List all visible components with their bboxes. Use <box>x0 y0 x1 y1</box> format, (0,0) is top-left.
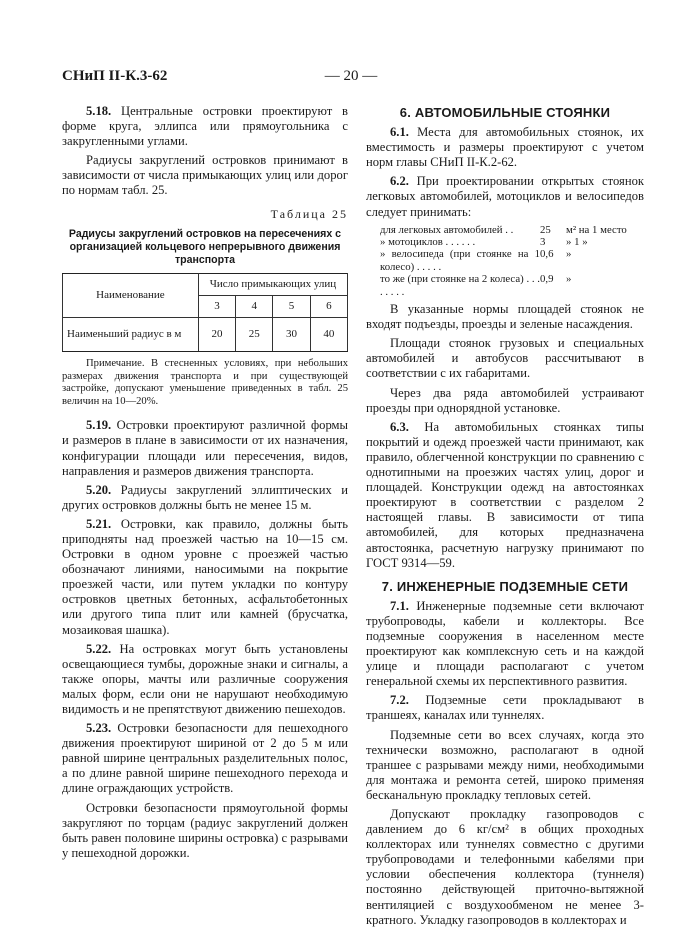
paragraph-7-1: 7.1. Инженерные подземные сети включают трубопроводы, кабели и коллекторы. Все подземные сооружения в населенном месте проектируют как комплексную сеть и на каждой улице и площади располагают с учетом генеральной схемы их перспективного развития. <box>366 598 645 689</box>
list-item: » велосипеда (при стоянке на 1 колесо) . . . . . 0,6 » <box>380 248 572 273</box>
table-title: Радиусы закруглений островков на пересечениях с организацией кольцевого непрерывного движения транспорта <box>68 227 342 266</box>
table-row <box>63 317 348 351</box>
clause-number: 7.2. <box>390 693 409 708</box>
paragraph-5-23-b: Островки безопасности прямоугольной формы закругляют по торцам (радиус закруглений должен быть равен половине ширины островка) с разрывами у пешеходной дорожки. <box>62 800 348 860</box>
clause-number: 7.1. <box>390 598 409 613</box>
table-row-label: Наименьший радиус в м <box>63 317 199 351</box>
clause-number: 5.19. <box>86 418 112 433</box>
radius-table <box>62 273 348 352</box>
document-code: СНиП II-К.3-62 <box>62 68 168 84</box>
paragraph-6-2: 6.2. При проектировании открытых стоянок легковых автомобилей, мотоциклов и велосипедов следует принимать: <box>366 174 644 219</box>
page-number: — 20 — <box>324 68 378 84</box>
list-item: то же (при стоянке на 2 колеса) . . . . . . . . 0,9 » <box>380 273 572 298</box>
paragraph-7-2: 7.2. Подземные сети прокладывают в траншеях, каналах или туннелях. <box>366 693 644 723</box>
paragraph-6-1: 6.1. Места для автомобильных стоянок, их вместимость и размеры проектируют с учетом норм главы СНиП II-К.2-62. <box>366 125 644 170</box>
paragraph-6-2-c: Площади стоянок грузовых и специальных автомобилей и автобусов рассчитывают в соответствии с их габаритами. <box>366 336 644 381</box>
clause-number: 5.23. <box>86 721 112 736</box>
clause-number: 6.1. <box>390 125 409 140</box>
clause-number: 5.22. <box>86 641 112 656</box>
paragraph-7-2-b: Подземные сети во всех случаях, когда это технически возможно, располагают в одной траншее с разрывами между ними, необходимыми для монтажа и ремонта сетей, широко применяя бесканальную прокладку тепловых сетей. <box>366 727 644 802</box>
table-col-5: 5 <box>273 295 310 317</box>
paragraph-5-19: 5.19. Островки проектируют различной формы и размеров в плане в зависимости от их назначения, конфигурации площади или пересечения, видов, направления и размеров движения транспорта. <box>62 418 348 478</box>
clause-number: 5.18. <box>86 104 112 118</box>
paragraph-6-2-b: В указанные нормы площадей стоянок не входят подъезды, проезды и зеленые насаждения. <box>366 302 644 332</box>
paragraph-5-18-b: Радиусы закруглений островков принимают в зависимости от числа примыкающих улиц или дорог по нормам табл. 25. <box>62 153 348 198</box>
table-cell: 20 <box>198 317 235 351</box>
paragraph-5-21: 5.21. Островки, как правило, должны быть приподняты над проезжей частью на 10—15 см. Островки в одном уровне с проезжей частью обозначают линиями, наносимыми на покрытие проезжей части, или путем укладки по контуру островков цветных бетонных, асфальтобетонных или другого типа плит или камней (брусчатка, мозаиковая шашка). <box>62 516 348 637</box>
left-column <box>62 104 348 865</box>
section-heading-6: 6. АВТОМОБИЛЬНЫЕ СТОЯНКИ <box>399 105 611 120</box>
table-note: Примечание. В стесненных условиях, при небольших размерах движения транспорта и при существующей застройке, допускают уменьшение приведенных в табл. 25 величин на 10—20%. <box>62 357 348 407</box>
table-col-4: 4 <box>236 295 273 317</box>
clause-number: 5.21. <box>86 516 112 531</box>
list-item: для легковых автомобилей . . 25 м² на 1 место <box>380 223 627 236</box>
table-header-name: Наименование <box>63 273 199 317</box>
table-cell: 25 <box>236 317 273 351</box>
paragraph-5-18: 5.18. Центральные островки проектируют в форме круга, эллипса или прямоугольника с закругленными углами. <box>62 104 348 149</box>
right-column <box>366 104 644 932</box>
table-header-group: Число примыкающих улиц <box>198 273 347 295</box>
clause-number: 6.2. <box>390 174 409 189</box>
paragraph-5-23: 5.23. Островки безопасности для пешеходного движения проектируют шириной от 2 до 5 м или равной ширине центральных разделительных полос, а по длине равной ширине пешеходного перехода и длине ограждающих устройств. <box>62 721 348 796</box>
table-col-6: 6 <box>310 295 347 317</box>
page-header <box>62 68 640 92</box>
paragraph-5-20: 5.20. Радиусы закруглений эллиптических и других островков должны быть не менее 15 м. <box>62 482 348 512</box>
clause-number: 6.3. <box>390 419 409 434</box>
table-cell: 30 <box>273 317 310 351</box>
table-cell: 40 <box>310 317 347 351</box>
paragraph-7-2-c: Допускают прокладку газопроводов с давлением до 6 кг/см² в общих проходных коллекторах или туннелях совместно с другими трубопроводами и телефонными кабелями при условии обеспечения коллектора (туннеля) постоянно действующей приточно-вытяжной вентиляцией с воздухообменом не менее 3-кратного. Укладку газопроводов в коллекторах и <box>366 807 644 927</box>
paragraph-5-22: 5.22. На островках могут быть установлены освещающиеся тумбы, дорожные знаки и сигналы, а также опоры, мачты или различные сооружения малых форм, если они не нарушают необходимую видимость и не препятствуют движению пешеходов. <box>62 641 348 716</box>
paragraph-6-2-d: Через два ряда автомобилей устраивают проезды при однорядной установке. <box>366 385 644 415</box>
paragraph-6-3: 6.3. На автомобильных стоянках типы покрытий и одежд проезжей части принимают, как правило, облегченной конструкции по сравнению с однотипными на проезжих частях улиц, дорог и площадей. Конструкции одежд на автостоянках проектируют в соответствии с разделом 2 настоящей главы. В зависимости от типа автомобилей, для которых предназначена автостоянка, расчетную нагрузку принимают по ГОСТ 9314—59. <box>366 419 644 570</box>
section-heading-7: 7. ИНЖЕНЕРНЫЕ ПОДЗЕМНЫЕ СЕТИ <box>381 578 629 594</box>
parking-norms-list <box>380 224 644 298</box>
list-item: » мотоциклов . . . . . . 3 » 1 » <box>380 236 588 249</box>
table-number: Таблица 25 <box>270 206 348 221</box>
clause-number: 5.20. <box>86 482 112 497</box>
table-col-3: 3 <box>198 295 235 317</box>
